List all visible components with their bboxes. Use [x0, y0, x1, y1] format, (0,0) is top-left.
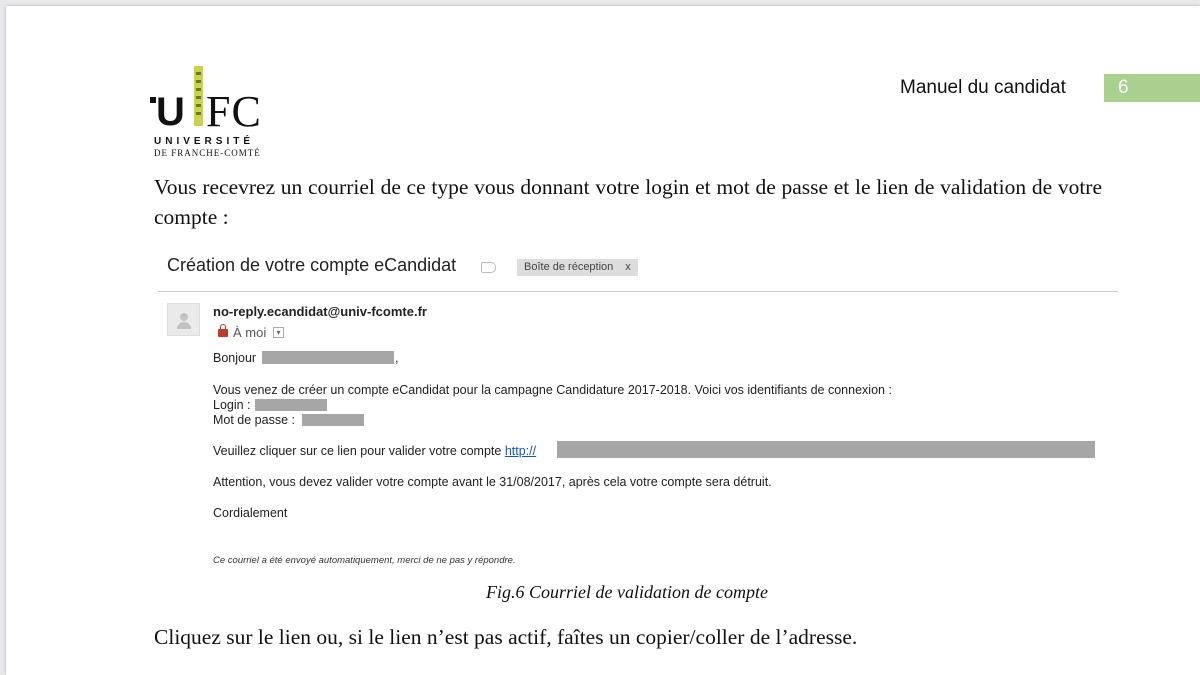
warning-line: Attention, vous devez valider votre compte avant le 31/08/2017, après cela votre compte sera détruit. [213, 475, 772, 489]
login-label: Login : [213, 398, 251, 412]
email-footer: Ce courriel a été envoyé automatiquement, merci de ne pas y répondre. [213, 555, 516, 566]
logo-mark-u: U [156, 90, 184, 134]
redacted-link [557, 441, 1095, 458]
logo-mark-fc: FC [206, 87, 262, 136]
email-greeting: Bonjour [213, 351, 257, 365]
redacted-login [255, 399, 327, 411]
intro-paragraph: Vous recevrez un courriel de ce type vous donnant votre login et mot de passe et le lien de validation de votre compte : [154, 175, 1102, 229]
chevron-down-icon[interactable]: ▾ [273, 327, 284, 338]
redacted-name [262, 351, 394, 364]
outro-paragraph: Cliquez sur le lien ou, si le lien n’est pas actif, faîtes un copier/coller de l’adresse. [154, 625, 858, 649]
sender-address[interactable]: no-reply.ecandidat@univ-fcomte.fr [213, 304, 427, 319]
remove-label-icon[interactable]: x [625, 261, 631, 273]
lock-icon [218, 329, 228, 337]
recipient-label: À moi [233, 325, 267, 340]
password-label: Mot de passe : [213, 413, 295, 427]
header-title: Manuel du candidat [900, 77, 1066, 98]
inbox-label-badge[interactable] [517, 259, 638, 276]
link-line [213, 444, 536, 458]
logo-university: UNIVERSITÉ [154, 136, 255, 147]
logo-green-bar [194, 66, 203, 126]
link-instruction: Veuillez cliquer sur ce lien pour valider votre compte [213, 444, 502, 458]
validation-link[interactable]: http:// [504, 444, 537, 458]
sender-avatar [167, 303, 200, 336]
closing-line: Cordialement [213, 506, 288, 520]
label-icon[interactable] [481, 262, 496, 273]
email-divider [158, 291, 1118, 292]
email-intro-line: Vous venez de créer un compte eCandidat pour la campagne Candidature 2017-2018. Voici vos identifiants de connexion : [213, 383, 892, 397]
logo-franche-comte: DE FRANCHE-COMTÉ [154, 148, 261, 158]
ufc-logo [148, 64, 278, 162]
figure-caption: Fig.6 Courriel de validation de compte [486, 582, 768, 602]
page-number: 6 [1104, 74, 1200, 102]
redacted-password [302, 414, 364, 426]
email-subject: Création de votre compte eCandidat [167, 255, 457, 275]
inbox-label-text: Boîte de réception [524, 261, 614, 273]
